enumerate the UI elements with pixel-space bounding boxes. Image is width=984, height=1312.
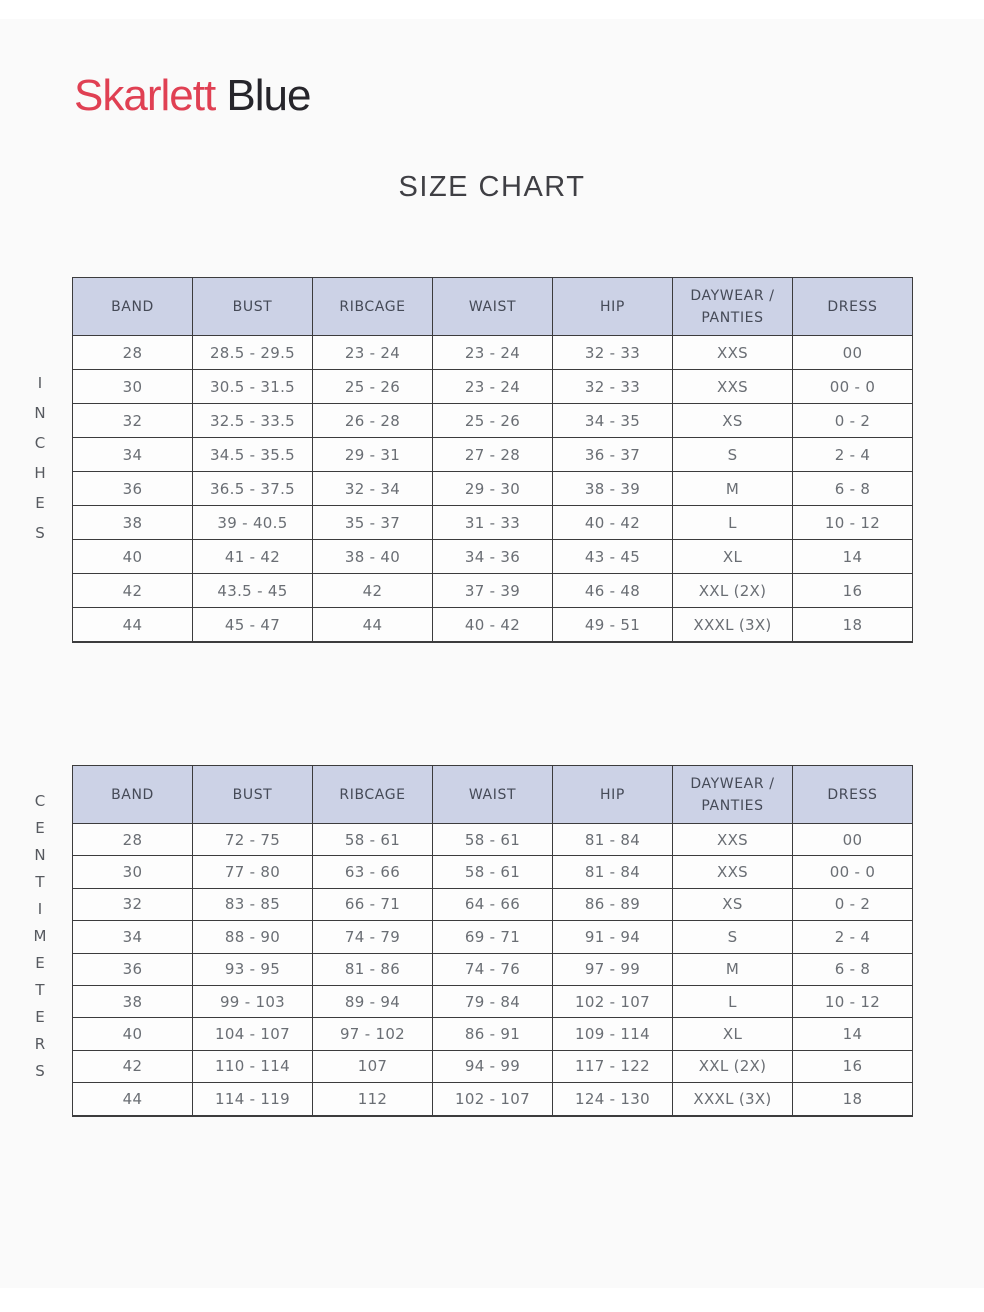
table-cell: 124 - 130 [553,1083,673,1116]
table-cell: 102 - 107 [553,985,673,1017]
brand-name-primary: Skarlett [74,71,216,120]
header-row [73,278,913,336]
table-cell: 34 [73,438,193,472]
table-cell: 79 - 84 [433,985,553,1017]
table-cell: S [673,921,793,953]
table-cell: 43.5 - 45 [193,574,313,608]
table-cell: 0 - 2 [793,404,913,438]
table-cell: 117 - 122 [553,1050,673,1082]
table-cell: 35 - 37 [313,506,433,540]
table-cell: 36 [73,472,193,506]
table-cell: 25 - 26 [313,370,433,404]
unit-letter: T [35,981,45,999]
table-row [73,921,913,953]
table-cell: 91 - 94 [553,921,673,953]
header-cell: WAIST [433,766,553,824]
table-cell: 10 - 12 [793,985,913,1017]
unit-letter: E [35,954,45,972]
table-row [73,608,913,643]
unit-letter: S [35,1062,45,1080]
table-cell: 32 - 34 [313,472,433,506]
table-row [73,506,913,540]
table-cell: 18 [793,1083,913,1116]
table-cell: 2 - 4 [793,438,913,472]
table-row [73,438,913,472]
table-cell: 25 - 26 [433,404,553,438]
table-cell: 40 - 42 [433,608,553,643]
table-row [73,824,913,856]
header-cell: DAYWEAR / PANTIES [673,766,793,824]
table-cell: 18 [793,608,913,643]
unit-letter: E [35,1008,45,1026]
table-cell: 6 - 8 [793,472,913,506]
table-cell: 26 - 28 [313,404,433,438]
table-cell: 42 [313,574,433,608]
table-cell: 93 - 95 [193,953,313,985]
table-cell: 49 - 51 [553,608,673,643]
table-cell: XXS [673,336,793,370]
table-cell: L [673,985,793,1017]
table-cell: 112 [313,1083,433,1116]
table-cell: 38 [73,985,193,1017]
unit-letter: I [37,374,43,392]
table-cell: 72 - 75 [193,824,313,856]
table-cell: 41 - 42 [193,540,313,574]
table-cell: XXXL (3X) [673,608,793,643]
table-cell: 39 - 40.5 [193,506,313,540]
table-cell: 86 - 89 [553,888,673,920]
table-cell: 58 - 61 [433,824,553,856]
unit-letter: E [35,494,45,512]
table-cell: 14 [793,1018,913,1050]
table-cell: 97 - 99 [553,953,673,985]
table-cell: 94 - 99 [433,1050,553,1082]
table-cell: 64 - 66 [433,888,553,920]
table-cell: 81 - 84 [553,824,673,856]
table-cell: 86 - 91 [433,1018,553,1050]
table-cell: 28.5 - 29.5 [193,336,313,370]
table-row [73,370,913,404]
table-cell: M [673,953,793,985]
unit-letter: M [33,927,47,945]
unit-label-inches [28,368,52,548]
unit-letter: N [34,846,46,864]
table-cell: XXS [673,856,793,888]
table-cell: 45 - 47 [193,608,313,643]
table-cell: 77 - 80 [193,856,313,888]
table-cell: L [673,506,793,540]
table-cell: 28 [73,824,193,856]
table-cell: 00 [793,824,913,856]
table-cell: 16 [793,1050,913,1082]
table-cell: 23 - 24 [313,336,433,370]
table-cell: 40 - 42 [553,506,673,540]
table-cell: 30 [73,856,193,888]
table-cell: 69 - 71 [433,921,553,953]
table-cell: XXL (2X) [673,1050,793,1082]
header-cell: WAIST [433,278,553,336]
table-cell: 10 - 12 [793,506,913,540]
table-cell: 32 [73,888,193,920]
table-cell: 32 - 33 [553,370,673,404]
table-cell: 37 - 39 [433,574,553,608]
header-row [73,766,913,824]
table-cell: 40 [73,1018,193,1050]
table-cell: 88 - 90 [193,921,313,953]
table-cell: XL [673,1018,793,1050]
table-cell: 32 [73,404,193,438]
table-row [73,856,913,888]
table-cell: 114 - 119 [193,1083,313,1116]
table-cell: XXS [673,370,793,404]
table-row [73,540,913,574]
table-cell: 74 - 76 [433,953,553,985]
table-cell: 23 - 24 [433,336,553,370]
unit-letter: N [34,404,46,422]
table-cell: XXS [673,824,793,856]
table-cell: 58 - 61 [313,824,433,856]
table-cell: 89 - 94 [313,985,433,1017]
table-cell: 99 - 103 [193,985,313,1017]
table-row [73,574,913,608]
header-cell: RIBCAGE [313,278,433,336]
table-cell: 44 [73,1083,193,1116]
table-cell: 27 - 28 [433,438,553,472]
table-cell: 31 - 33 [433,506,553,540]
table-cell: XS [673,404,793,438]
header-cell: DRESS [793,278,913,336]
table-row [73,985,913,1017]
table-cell: 34.5 - 35.5 [193,438,313,472]
table-cell: XL [673,540,793,574]
brand-space [215,71,226,120]
table-row [73,404,913,438]
table-cell: M [673,472,793,506]
table-cell: 102 - 107 [433,1083,553,1116]
table-row [73,472,913,506]
table-cell: 42 [73,574,193,608]
table-cell: 43 - 45 [553,540,673,574]
table-cell: 107 [313,1050,433,1082]
table-cell: XXXL (3X) [673,1083,793,1116]
table-cell: 0 - 2 [793,888,913,920]
table-row [73,953,913,985]
table-row [73,336,913,370]
table-cell: 66 - 71 [313,888,433,920]
table-cell: 00 - 0 [793,856,913,888]
table-cell: 110 - 114 [193,1050,313,1082]
table-cell: 2 - 4 [793,921,913,953]
header-cell: DRESS [793,766,913,824]
table-cell: 38 - 39 [553,472,673,506]
table-cell: 30 [73,370,193,404]
table-cell: S [673,438,793,472]
header-cell: HIP [553,278,673,336]
table-cell: 81 - 86 [313,953,433,985]
table-cell: 38 [73,506,193,540]
header-cell: DAYWEAR / PANTIES [673,278,793,336]
table-cell: 34 - 36 [433,540,553,574]
table-cell: 44 [313,608,433,643]
table-cell: 29 - 30 [433,472,553,506]
unit-letter: S [35,524,45,542]
size-table-centimeters [72,765,913,1117]
table-cell: 14 [793,540,913,574]
table-row [73,1018,913,1050]
brand-name-secondary: Blue [226,71,311,120]
table-cell: 40 [73,540,193,574]
unit-letter: I [37,900,43,918]
table-cell: 109 - 114 [553,1018,673,1050]
table-cell: 81 - 84 [553,856,673,888]
table-cell: 46 - 48 [553,574,673,608]
table-cell: XS [673,888,793,920]
table-cell: 36 - 37 [553,438,673,472]
brand-logo [74,68,310,124]
table-cell: 63 - 66 [313,856,433,888]
table-cell: 42 [73,1050,193,1082]
table-cell: 83 - 85 [193,888,313,920]
table-cell: 00 [793,336,913,370]
unit-letter: T [35,873,45,891]
table-cell: 32 - 33 [553,336,673,370]
table-cell: 36 [73,953,193,985]
header-cell: BUST [193,278,313,336]
header-cell: RIBCAGE [313,766,433,824]
page-title: SIZE CHART [398,171,586,203]
table-cell: 36.5 - 37.5 [193,472,313,506]
unit-letter: C [34,434,46,452]
table-cell: 30.5 - 31.5 [193,370,313,404]
table-cell: 97 - 102 [313,1018,433,1050]
size-table-inches [72,277,913,643]
table-cell: 38 - 40 [313,540,433,574]
unit-letter: E [35,819,45,837]
header-cell: BUST [193,766,313,824]
table-row [73,1050,913,1082]
header-cell: BAND [73,278,193,336]
table-cell: 16 [793,574,913,608]
table-cell: 23 - 24 [433,370,553,404]
unit-letter: C [34,792,46,810]
table-cell: 104 - 107 [193,1018,313,1050]
table-cell: 32.5 - 33.5 [193,404,313,438]
table-cell: 00 - 0 [793,370,913,404]
table-cell: 28 [73,336,193,370]
unit-letter: R [34,1035,46,1053]
unit-label-centimeters [28,788,52,1085]
table-cell: 34 - 35 [553,404,673,438]
unit-letter: H [34,464,46,482]
table-cell: 44 [73,608,193,643]
table-cell: 6 - 8 [793,953,913,985]
table-cell: XXL (2X) [673,574,793,608]
header-cell: BAND [73,766,193,824]
table-row [73,1083,913,1116]
table-cell: 29 - 31 [313,438,433,472]
header-cell: HIP [553,766,673,824]
table-cell: 58 - 61 [433,856,553,888]
table-row [73,888,913,920]
table-cell: 74 - 79 [313,921,433,953]
table-cell: 34 [73,921,193,953]
